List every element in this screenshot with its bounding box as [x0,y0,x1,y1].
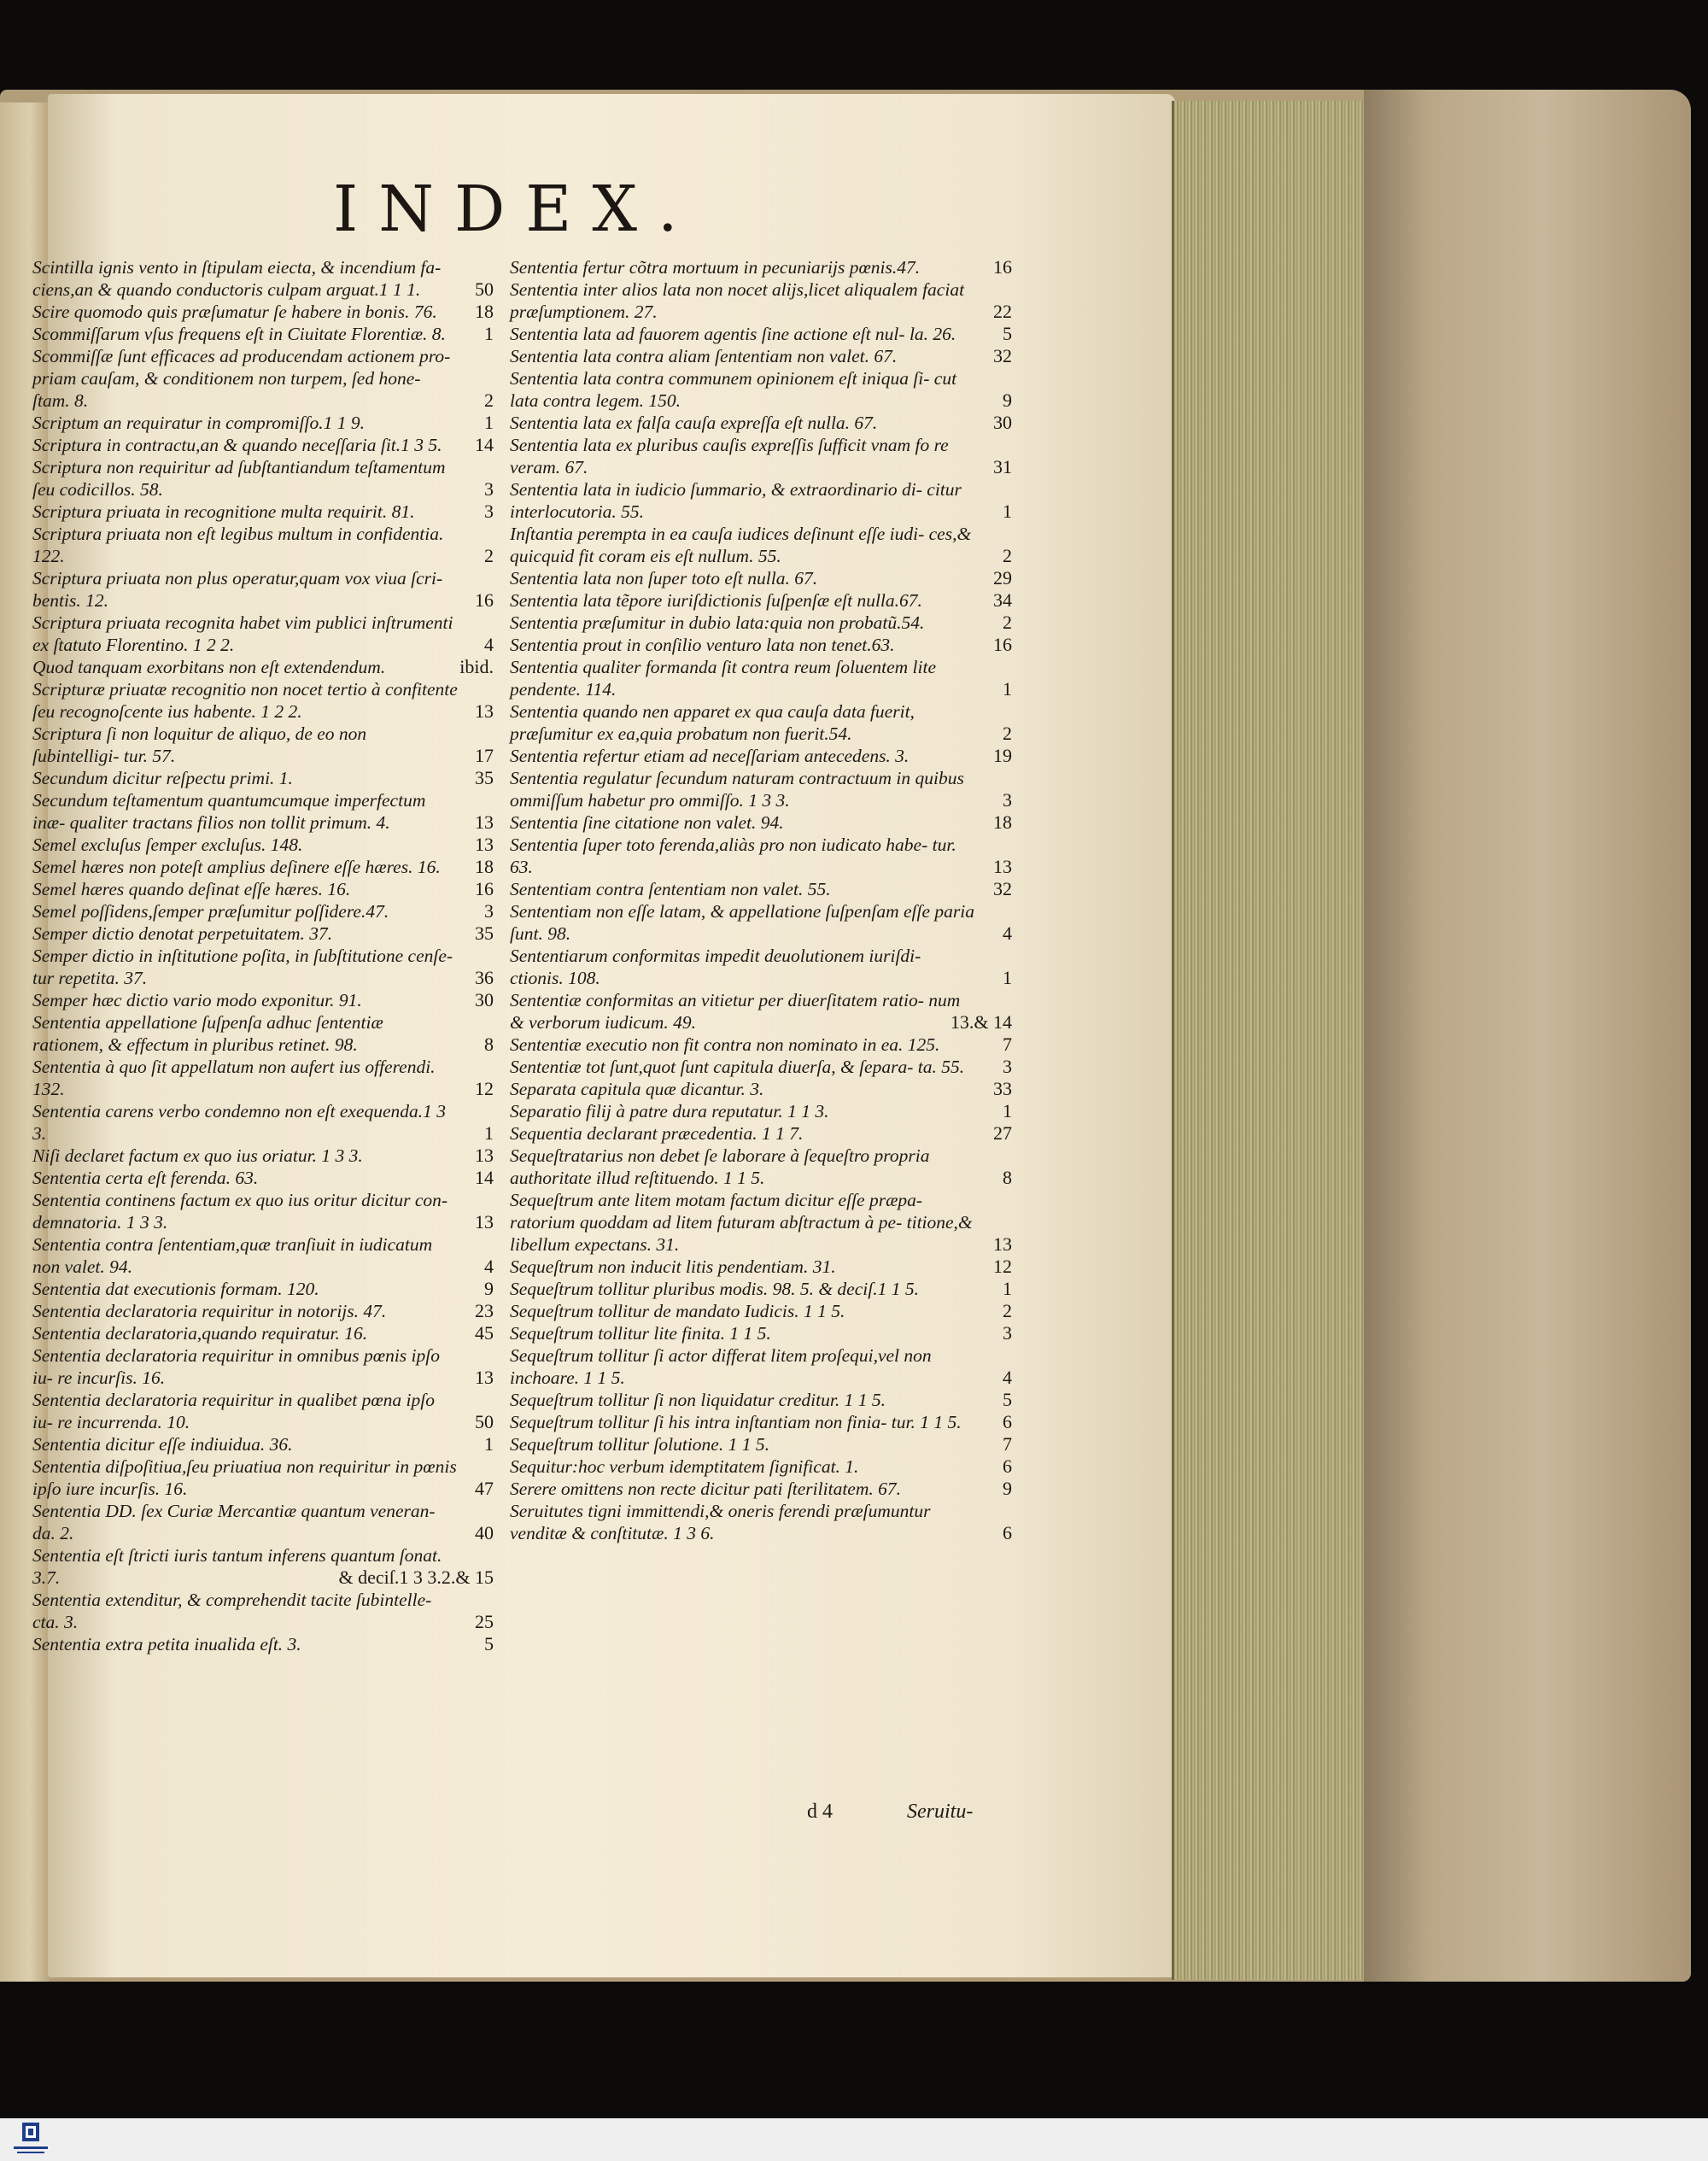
entry-reference: 3 [484,900,494,922]
entry-text: Sententia lata contra communem opinionem eſt iniqua ſi- cut lata contra legem. 150. [510,368,957,411]
index-entry [510,945,1012,989]
entry-text: Scommiſſarum vſus frequens eſt in Ciuitate Florentiæ. 8. [32,324,446,344]
index-entry [32,900,494,922]
index-entry [32,1145,494,1167]
entry-text: Scriptura in contractu,an & quando neceſſaria ſit.1 3 5. [32,435,442,455]
entry-text: Sequeſtrum tollitur ſolutione. 1 1 5. [510,1434,769,1455]
index-entry [510,1078,1012,1100]
page-title: INDEX. [333,173,699,246]
index-entry [32,412,494,434]
entry-text: Sententia inter alios lata non nocet alijs,licet aliqualem faciat præſumptionem. 27. [510,279,965,322]
entry-reference: & deciſ.1 3 3.2.& 15 [338,1567,494,1588]
entry-reference: 7 [1003,1433,1012,1455]
entry-reference: 31 [993,456,1012,477]
index-entry [32,1278,494,1300]
index-entry [510,1478,1012,1500]
index-entry [32,345,494,412]
index-entry [32,922,494,945]
entry-reference: 1 [1003,501,1012,522]
index-entry [32,612,494,656]
entry-reference: 7 [1003,1034,1012,1055]
entry-text: Scintilla ignis vento in ſtipulam eiecta, & incendium fa- ciens,an & quando conductoris culpam arguat.1 1 1. [32,257,442,300]
entry-text: Sententia declaratoria requiritur in qualibet pœna ipſo iu- re incurrenda. 10. [32,1390,435,1432]
entry-text: Semel excluſus ſemper excluſus. 148. [32,835,303,855]
index-entry [510,1278,1012,1300]
entry-reference: 13 [475,834,494,855]
index-entry [510,412,1012,434]
index-column-left [32,256,494,1655]
entry-reference: 5 [484,1633,494,1654]
entry-reference: 1 [484,323,494,344]
entry-text: Sententia lata non ſuper toto eſt nulla. 67. [510,568,818,589]
index-entry [510,656,1012,700]
entry-text: Sententia extenditur, & comprehendit tacite ſubintelle- cta. 3. [32,1590,432,1632]
index-entry [32,301,494,323]
entry-text: Sententia declaratoria requiritur in notorijs. 47. [32,1301,387,1321]
entry-text: Sententia lata ex falſa cauſa expreſſa eſt nulla. 67. [510,413,878,433]
index-entry [32,1189,494,1233]
entry-text: Sententia dicitur eſſe indiuidua. 36. [32,1434,293,1455]
entry-text: Scripturæ priuatæ recognitio non nocet tertio à confitente ſeu recognoſcente ius habente. 1 2 2. [32,679,458,722]
entry-text: Sententia declaratoria,quando requiratur. 16. [32,1323,368,1344]
index-entry [32,1544,494,1589]
index-entry [510,323,1012,345]
index-entry [32,1433,494,1455]
page-edges [1172,101,1366,1980]
entry-reference: 8 [484,1034,494,1055]
entry-reference: 2 [1003,1300,1012,1321]
index-entry [510,589,1012,612]
entry-text: Sententia ſuper toto ferenda,aliàs pro non iudicato habe- tur. 63. [510,835,956,877]
entry-reference: 30 [993,412,1012,433]
entry-text: Semper dictio in inſtitutione poſita, in ſubſtitutione cenſe- tur repetita. 37. [32,946,453,988]
index-entry [510,478,1012,523]
entry-text: Scire quomodo quis præſumatur ſe habere in bonis. 76. [32,302,437,322]
entry-reference: 4 [1003,922,1012,944]
entry-text: Secundum teſtamentum quantumcumque imperfectum inæ- qualiter tractans filios non tollit primum. 4. [32,790,426,833]
entry-reference: 47 [475,1478,494,1499]
entry-text: Sententiæ tot ſunt,quot ſunt capitula diuerſa, & ſepara- ta. 55. [510,1057,965,1077]
entry-reference: 6 [1003,1455,1012,1477]
entry-text: Semper dictio denotat perpetuitatem. 37. [32,923,333,944]
index-entry [510,1034,1012,1056]
entry-text: Sententiarum conformitas impedit deuolutionem iuriſdi- ctionis. 108. [510,946,921,988]
index-entry [510,834,1012,878]
entry-text: Sententia prout in conſilio venturo lata non tenet.63. [510,635,895,655]
entry-reference: 14 [475,434,494,455]
entry-reference: 16 [475,878,494,899]
entry-text: Sequeſtrum tollitur pluribus modis. 98. 5. & deciſ.1 1 5. [510,1279,919,1299]
entry-reference: 9 [484,1278,494,1299]
entry-reference: 29 [993,567,1012,589]
entry-text: Sententia quando nen apparet ex qua cauſa data fuerit, præſumitur ex ea,quia probatum non fuerit.54. [510,701,915,744]
entry-text: Scriptura ſi non loquitur de aliquo, de eo non ſubintelligi- tur. 57. [32,723,367,766]
index-entry [32,834,494,856]
entry-reference: 23 [475,1300,494,1321]
index-entry [32,323,494,345]
entry-text: Semper hæc dictio vario modo exponitur. 91. [32,990,362,1010]
entry-reference: 18 [475,301,494,322]
entry-reference: 27 [993,1122,1012,1144]
entry-text: Sententia refertur etiam ad neceſſariam antecedens. 3. [510,746,910,766]
entry-text: Sententiam non eſſe latam, & appellatione ſuſpenſam eſſe paria ſunt. 98. [510,901,974,944]
index-entry [32,434,494,456]
entry-reference: 9 [1003,1478,1012,1499]
entry-reference: 33 [993,1078,1012,1099]
entry-text: Sententiæ executio non fit contra non nominato in ea. 125. [510,1034,940,1055]
entry-text: Sententia eſt ſtricti iuris tantum inferens quantum ſonat. 3.7. [32,1545,442,1588]
entry-text: Seruitutes tigni immittendi,& oneris ferendi præſumuntur venditæ & conſtitutæ. 1 3 6. [510,1501,931,1543]
entry-reference: 45 [475,1322,494,1344]
entry-text: Sententia extra petita inualida eſt. 3. [32,1634,301,1654]
index-entry [510,1189,1012,1256]
index-entry [32,523,494,567]
entry-reference: 18 [993,811,1012,833]
entry-text: Sententia lata ad fauorem agentis ſine actione eſt nul- la. 26. [510,324,956,344]
entry-reference: 2 [1003,612,1012,633]
entry-text: Sequeſtrum tollitur ſi non liquidatur creditur. 1 1 5. [510,1390,886,1410]
entry-text: Sententia fertur cõtra mortuum in pecuniarijs pœnis.47. [510,257,921,278]
library-logo-icon [12,2120,50,2158]
entry-text: Sequitur:hoc verbum idemptitatem ſignificat. 1. [510,1456,859,1477]
entry-reference: 1 [1003,967,1012,988]
index-entry [32,678,494,723]
index-entry [32,1167,494,1189]
index-entry [510,1300,1012,1322]
entry-text: Scommiſſæ ſunt efficaces ad producendam actionem pro- priam cauſam, & conditionem non turpem, ſed hone- ſtam. 8. [32,346,451,411]
entry-text: Semel poſſidens,ſemper præſumitur poſſidere.47. [32,901,389,922]
signature-mark: d 4 [807,1801,833,1823]
entry-reference: 32 [993,878,1012,899]
index-entry [510,1455,1012,1478]
entry-reference: 5 [1003,323,1012,344]
entry-reference: 1 [484,1122,494,1144]
index-entry [32,856,494,878]
entry-text: Secundum dicitur reſpectu primi. 1. [32,768,293,788]
index-entry [32,456,494,501]
index-entry [510,1411,1012,1433]
entry-text: Sententia carens verbo condemno non eſt exequenda.1 3 3. [32,1101,447,1144]
entry-reference: 2 [484,545,494,566]
entry-reference: 19 [993,745,1012,766]
catchword: Seruitu- [907,1801,974,1823]
entry-reference: 18 [475,856,494,877]
index-entry [510,989,1012,1034]
entry-text: Sententia lata in iudicio ſummario, & extraordinario di- citur interlocutoria. 55. [510,479,962,522]
entry-text: Sequeſtratarius non debet ſe laborare à ſequeſtro propria authoritate illud reſtituendo. 1 1 5. [510,1145,930,1188]
index-entry [510,1145,1012,1189]
entry-text: Scriptura non requiritur ad ſubſtantiandum teſtamentum ſeu codicillos. 58. [32,457,446,500]
entry-reference: 8 [1003,1167,1012,1188]
entry-text: Sententia regulatur ſecundum naturam contractuum in quibus ommiſſum habetur pro ommiſſo. 1 3 3. [510,768,964,811]
entry-reference: 5 [1003,1389,1012,1410]
entry-text: Sententia certa eſt ferenda. 63. [32,1168,259,1188]
entry-reference: 13.& 14 [950,1011,1012,1033]
entry-text: Sententia contra ſententiam,quæ tranſiuit in iudicatum non valet. 94. [32,1234,433,1277]
entry-text: Sequeſtrum non inducit litis pendentiam. 31. [510,1256,836,1277]
entry-reference: 13 [475,811,494,833]
entry-reference: 16 [993,634,1012,655]
index-entry [32,1300,494,1322]
index-entry [32,945,494,989]
entry-text: Scriptura priuata recognita habet vim publici inſtrumenti ex ſtatuto Florentino. 1 2 2. [32,612,453,655]
index-entry [510,900,1012,945]
index-entry [32,723,494,767]
index-entry [32,1500,494,1544]
index-entry [510,1056,1012,1078]
back-cover-board [1364,90,1691,1982]
entry-text: Separata capitula quæ dicantur. 3. [510,1079,764,1099]
entry-reference: 2 [1003,545,1012,566]
index-entry [510,1500,1012,1544]
entry-reference: ibid. [459,656,494,677]
entry-text: Sententia ſine citatione non valet. 94. [510,812,784,833]
index-entry [510,278,1012,323]
entry-text: Sententia declaratoria requiritur in omnibus pœnis ipſo iu- re incurſis. 16. [32,1345,440,1388]
entry-reference: 13 [475,1367,494,1388]
entry-reference: 1 [484,1433,494,1455]
entry-text: Sequeſtrum ante litem motam factum dicitur eſſe præpa- ratorium quoddam ad litem futuram abſtractum à pe- titione,& libellum expectans. 31. [510,1190,973,1255]
index-entry [32,789,494,834]
entry-reference: 35 [475,767,494,788]
entry-reference: 3 [484,478,494,500]
entry-text: Sententia dat executionis formam. 120. [32,1279,319,1299]
index-column-right [510,256,1012,1544]
entry-reference: 50 [475,1411,494,1432]
entry-text: Sequentia declarant præcedentia. 1 1 7. [510,1123,804,1144]
entry-reference: 34 [993,589,1012,611]
index-entry [510,1433,1012,1455]
index-entry [32,1100,494,1145]
entry-text: Sententia lata ex pluribus cauſis expreſſis ſufficit vnam fo re veram. 67. [510,435,949,477]
entry-reference: 13 [993,1233,1012,1255]
index-entry [510,612,1012,634]
index-entry [510,767,1012,811]
index-entry [510,345,1012,367]
index-entry [32,767,494,789]
index-entry [510,1100,1012,1122]
entry-reference: 9 [1003,389,1012,411]
index-entry [32,1589,494,1633]
entry-reference: 12 [993,1256,1012,1277]
index-entry [510,567,1012,589]
entry-reference: 2 [484,389,494,411]
entry-text: Sententiæ conformitas an vitietur per diuerſitatem ratio- num & verborum iudicum. 49. [510,990,961,1033]
entry-reference: 4 [1003,1367,1012,1388]
entry-reference: 36 [475,967,494,988]
index-entry [32,1633,494,1655]
entry-reference: 2 [1003,723,1012,744]
index-entry [510,700,1012,745]
entry-text: Sequeſtrum tollitur ſi actor differat litem proſequi,vel non inchoare. 1 1 5. [510,1345,932,1388]
index-entry [510,256,1012,278]
index-entry [32,501,494,523]
entry-text: Sententia diſpoſitiua,ſeu priuatiua non requiritur in pœnis ipſo iure incurſis. 16. [32,1456,457,1499]
entry-reference: 50 [475,278,494,300]
entry-text: Separatio filij à patre dura reputatur. 1 1 3. [510,1101,829,1121]
entry-reference: 17 [475,745,494,766]
index-entry [510,1256,1012,1278]
entry-text: Sententia qualiter formanda ſit contra reum ſoluentem lite pendente. 114. [510,657,937,700]
entry-reference: 14 [475,1167,494,1188]
index-entry [510,1344,1012,1389]
index-entry [32,1322,494,1344]
index-entry [32,1389,494,1433]
index-entry [32,1455,494,1500]
entry-reference: 40 [475,1522,494,1543]
index-entry [510,745,1012,767]
index-entry [32,989,494,1011]
index-entry [32,1233,494,1278]
index-entry [32,1011,494,1056]
index-entry [32,567,494,612]
entry-reference: 6 [1003,1522,1012,1543]
entry-text: Scriptura priuata in recognitione multa requirit. 81. [32,501,415,522]
entry-reference: 13 [475,700,494,722]
entry-text: Scriptum an requiratur in compromiſſo.1 1 9. [32,413,365,433]
viewer-bottom-bar [0,2118,1708,2161]
entry-reference: 30 [475,989,494,1010]
index-entry [32,1056,494,1100]
entry-text: Semel hæres non poteſt amplius deſinere eſſe hæres. 16. [32,857,441,877]
entry-reference: 1 [1003,678,1012,700]
index-entry [510,634,1012,656]
entry-text: Scriptura priuata non plus operatur,quam vox viua ſcri- bentis. 12. [32,568,443,611]
entry-reference: 16 [993,256,1012,278]
index-entry [510,1122,1012,1145]
entry-reference: 3 [484,501,494,522]
entry-reference: 32 [993,345,1012,366]
index-entry [510,811,1012,834]
index-entry [32,1344,494,1389]
index-entry [510,1322,1012,1344]
entry-text: Sententia lata contra aliam ſententiam non valet. 67. [510,346,898,366]
index-entry [32,656,494,678]
index-entry [510,367,1012,412]
entry-text: Quod tanquam exorbitans non eſt extendendum. [32,657,386,677]
entry-text: Sententia continens factum ex quo ius oritur dicitur con- demnatoria. 1 3 3. [32,1190,448,1233]
entry-text: Sententia appellatione ſuſpenſa adhuc ſententiæ rationem, & effectum in pluribus retinet. 98. [32,1012,383,1055]
index-entry [32,256,494,301]
entry-text: Sententia præſumitur in dubio lata:quia non probatũ.54. [510,612,925,633]
entry-text: Sequeſtrum tollitur lite finita. 1 1 5. [510,1323,771,1344]
entry-text: Niſi declaret factum ex quo ius oriatur. 1 3 3. [32,1145,363,1166]
entry-reference: 4 [484,1256,494,1277]
entry-text: Serere omittens non recte dicitur pati ſterilitatem. 67. [510,1479,901,1499]
entry-reference: 16 [475,589,494,611]
entry-reference: 4 [484,634,494,655]
entry-reference: 1 [1003,1100,1012,1121]
entry-reference: 13 [993,856,1012,877]
entry-reference: 3 [1003,1322,1012,1344]
entry-text: Scriptura priuata non eſt legibus multum in confidentia. 122. [32,524,444,566]
entry-text: Inſtantia perempta in ea cauſa iudices deſinunt eſſe iudi- ces,& quicquid fit coram eis eſt nullum. 55. [510,524,972,566]
entry-reference: 1 [1003,1278,1012,1299]
entry-reference: 6 [1003,1411,1012,1432]
entry-text: Sententia DD. ſex Curiæ Mercantiæ quantum veneran- da. 2. [32,1501,436,1543]
entry-reference: 13 [475,1145,494,1166]
entry-reference: 3 [1003,1056,1012,1077]
index-entry [32,878,494,900]
entry-text: Sequeſtrum tollitur de mandato Iudicis. 1 1 5. [510,1301,845,1321]
entry-reference: 13 [475,1211,494,1233]
index-entry [510,523,1012,567]
index-entry [510,878,1012,900]
index-entry [510,434,1012,478]
entry-text: Sententiam contra ſententiam non valet. 55. [510,879,831,899]
entry-reference: 1 [484,412,494,433]
index-entry [510,1389,1012,1411]
entry-reference: 25 [475,1611,494,1632]
entry-reference: 3 [1003,789,1012,811]
entry-text: Sententia lata tẽpore iuriſdictionis ſuſpenſæ eſt nulla.67. [510,590,922,611]
entry-text: Semel hæres quando deſinat eſſe hæres. 16. [32,879,351,899]
entry-reference: 35 [475,922,494,944]
entry-text: Sequeſtrum tollitur ſi his intra inſtantiam non finia- tur. 1 1 5. [510,1412,962,1432]
entry-reference: 22 [993,301,1012,322]
entry-reference: 12 [475,1078,494,1099]
entry-text: Sententia à quo ſit appellatum non aufert ius offerendi. 132. [32,1057,436,1099]
